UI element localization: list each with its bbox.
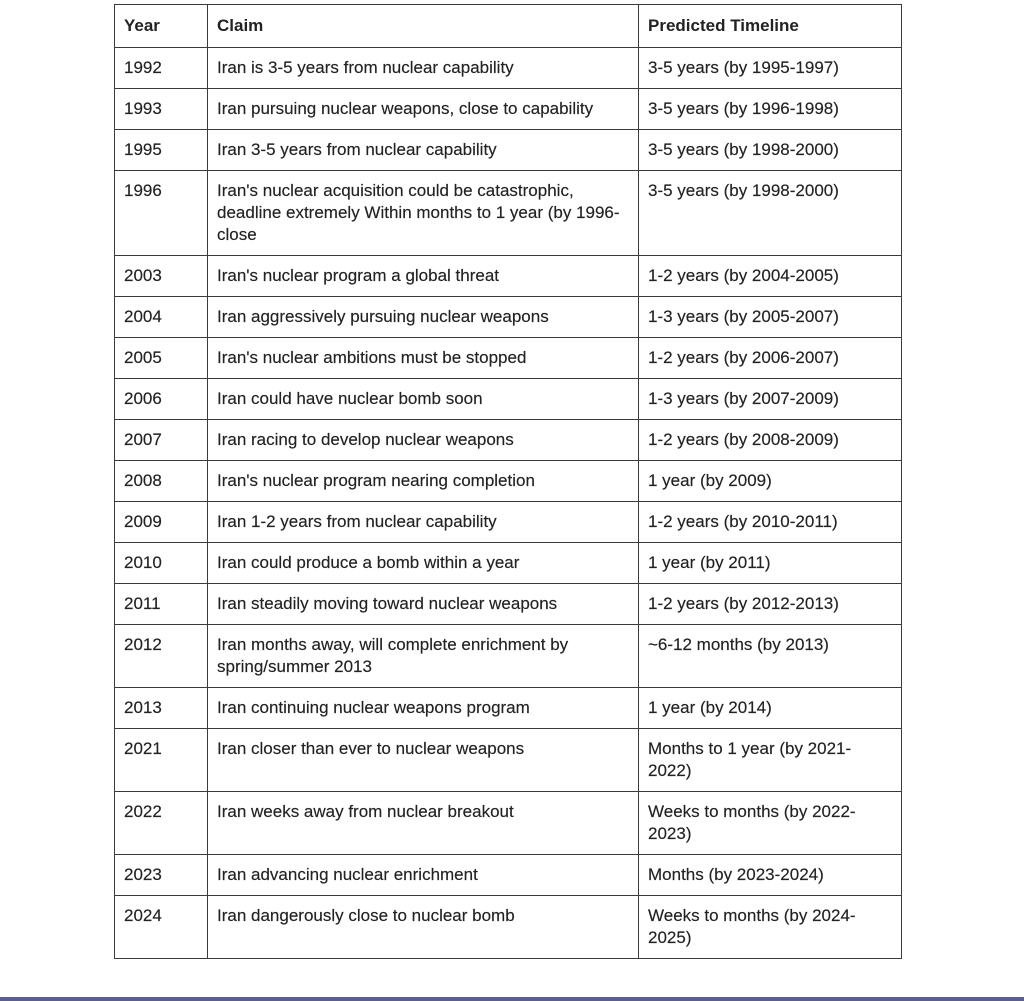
cell-predicted-timeline: Weeks to months (by 2022-2023) <box>639 792 902 855</box>
cell-year: 2012 <box>115 625 208 688</box>
cell-predicted-timeline: Weeks to months (by 2024-2025) <box>639 896 902 959</box>
cell-year: 2007 <box>115 420 208 461</box>
table-row <box>115 855 902 896</box>
table-row <box>115 256 902 297</box>
cell-year: 1992 <box>115 48 208 89</box>
cell-year: 1996 <box>115 171 208 256</box>
cell-year: 2006 <box>115 379 208 420</box>
cell-predicted-timeline: 1-2 years (by 2004-2005) <box>639 256 902 297</box>
cell-year: 2010 <box>115 543 208 584</box>
table-row <box>115 625 902 688</box>
header-claim: Claim <box>208 5 639 48</box>
cell-claim: Iran steadily moving toward nuclear weapons <box>208 584 639 625</box>
cell-predicted-timeline: 3-5 years (by 1998-2000) <box>639 130 902 171</box>
cell-predicted-timeline: Months (by 2023-2024) <box>639 855 902 896</box>
cell-predicted-timeline: 1-2 years (by 2006-2007) <box>639 338 902 379</box>
table-row <box>115 130 902 171</box>
table-row <box>115 584 902 625</box>
cell-predicted-timeline: 1-2 years (by 2010-2011) <box>639 502 902 543</box>
cell-year: 1993 <box>115 89 208 130</box>
table-row <box>115 420 902 461</box>
cell-claim: Iran's nuclear program nearing completion <box>208 461 639 502</box>
cell-claim: Iran's nuclear acquisition could be catastrophic, deadline extremely Within months to 1 year (by 1996-close <box>208 171 639 256</box>
cell-claim: Iran dangerously close to nuclear bomb <box>208 896 639 959</box>
cell-predicted-timeline: 1-2 years (by 2008-2009) <box>639 420 902 461</box>
cell-claim: Iran advancing nuclear enrichment <box>208 855 639 896</box>
cell-predicted-timeline: ~6-12 months (by 2013) <box>639 625 902 688</box>
cell-year: 2004 <box>115 297 208 338</box>
table-row <box>115 896 902 959</box>
cell-year: 2021 <box>115 729 208 792</box>
cell-claim: Iran months away, will complete enrichment by spring/summer 2013 <box>208 625 639 688</box>
table-row <box>115 502 902 543</box>
cell-predicted-timeline: 3-5 years (by 1998-2000) <box>639 171 902 256</box>
table-body <box>115 48 902 959</box>
cell-year: 2003 <box>115 256 208 297</box>
cell-year: 2023 <box>115 855 208 896</box>
cell-predicted-timeline: 3-5 years (by 1995-1997) <box>639 48 902 89</box>
header-year: Year <box>115 5 208 48</box>
cell-claim: Iran closer than ever to nuclear weapons <box>208 729 639 792</box>
cell-claim: Iran's nuclear program a global threat <box>208 256 639 297</box>
cell-claim: Iran 3-5 years from nuclear capability <box>208 130 639 171</box>
header-row <box>115 5 902 48</box>
table-row <box>115 48 902 89</box>
cell-predicted-timeline: 1-2 years (by 2012-2013) <box>639 584 902 625</box>
cell-predicted-timeline: Months to 1 year (by 2021-2022) <box>639 729 902 792</box>
cell-year: 2011 <box>115 584 208 625</box>
cell-predicted-timeline: 1-3 years (by 2007-2009) <box>639 379 902 420</box>
cell-predicted-timeline: 1-3 years (by 2005-2007) <box>639 297 902 338</box>
table-row <box>115 338 902 379</box>
cell-year: 2009 <box>115 502 208 543</box>
table-row <box>115 729 902 792</box>
table-row <box>115 379 902 420</box>
table-row <box>115 89 902 130</box>
cell-claim: Iran 1-2 years from nuclear capability <box>208 502 639 543</box>
cell-claim: Iran could produce a bomb within a year <box>208 543 639 584</box>
claims-table <box>114 4 902 959</box>
cell-predicted-timeline: 3-5 years (by 1996-1998) <box>639 89 902 130</box>
cell-claim: Iran continuing nuclear weapons program <box>208 688 639 729</box>
table-header <box>115 5 902 48</box>
bottom-edge-bar <box>0 997 1024 1001</box>
table-row <box>115 688 902 729</box>
cell-year: 2008 <box>115 461 208 502</box>
table-row <box>115 297 902 338</box>
cell-year: 2013 <box>115 688 208 729</box>
table-row <box>115 792 902 855</box>
cell-predicted-timeline: 1 year (by 2014) <box>639 688 902 729</box>
cell-year: 2024 <box>115 896 208 959</box>
cell-claim: Iran could have nuclear bomb soon <box>208 379 639 420</box>
cell-claim: Iran pursuing nuclear weapons, close to capability <box>208 89 639 130</box>
table-row <box>115 171 902 256</box>
cell-year: 2022 <box>115 792 208 855</box>
cell-claim: Iran racing to develop nuclear weapons <box>208 420 639 461</box>
cell-claim: Iran aggressively pursuing nuclear weapons <box>208 297 639 338</box>
table-row <box>115 461 902 502</box>
cell-predicted-timeline: 1 year (by 2011) <box>639 543 902 584</box>
cell-year: 2005 <box>115 338 208 379</box>
header-predicted-timeline: Predicted Timeline <box>639 5 902 48</box>
table-row <box>115 543 902 584</box>
cell-claim: Iran's nuclear ambitions must be stopped <box>208 338 639 379</box>
cell-claim: Iran weeks away from nuclear breakout <box>208 792 639 855</box>
cell-predicted-timeline: 1 year (by 2009) <box>639 461 902 502</box>
cell-claim: Iran is 3-5 years from nuclear capability <box>208 48 639 89</box>
cell-year: 1995 <box>115 130 208 171</box>
